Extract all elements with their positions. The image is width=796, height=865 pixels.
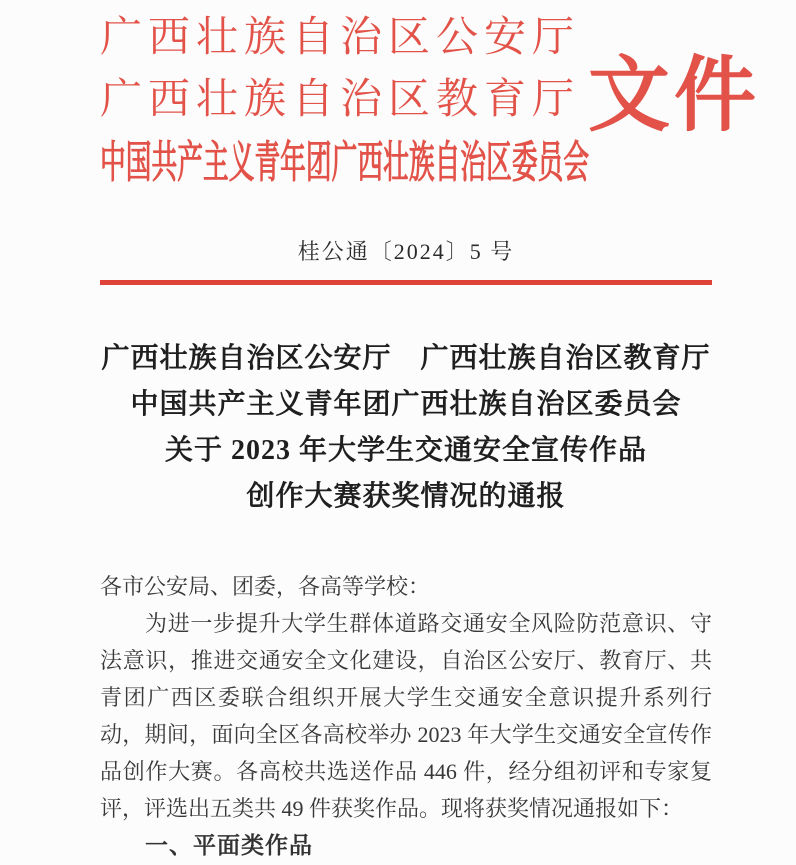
title-line-2: 中国共产主义青年团广西壮族自治区委员会 (130, 389, 682, 420)
title-line-3: 关于 2023 年大学生交通安全宣传作品 (164, 435, 647, 466)
red-divider-rule (100, 280, 712, 285)
salutation-line: 各市公安局、团委，各高等学校： (100, 574, 431, 599)
document-title (92, 336, 720, 520)
title-line-1: 广西壮族自治区公安厅 广西壮族自治区教育厅 (101, 343, 711, 374)
letterhead-org-line-1: 广西壮族自治区公安厅 (100, 15, 581, 61)
body-paragraph-1: 为进一步提升大学生群体道路交通安全风险防范意识、守法意识，推进交通安全文化建设，自治区公安厅、教育厅、共青团广西区委联合组织开展大学生交通安全意识提升系列行动，期间，面向全区各高校举办 2023 年大学生交通安全宣传作品创作大赛。各高校共选送作品 446 件，经分组初评和专家复评，评选出五类共 49 件获奖作品。现将获奖情况通报如下： (100, 611, 712, 821)
letterhead-doc-type-label: 文件 (588, 50, 761, 141)
letterhead-org-line-3: 中国共产主义青年团广西壮族自治区委员会 (100, 138, 590, 187)
document-body (100, 568, 712, 864)
section-1-heading: 一、平面类作品 (145, 832, 313, 858)
document-number: 桂公通〔2024〕5 号 (297, 239, 515, 264)
title-line-4: 创作大赛获奖情况的通报 (246, 481, 566, 512)
letterhead-org-line-2: 广西壮族自治区教育厅 (100, 77, 581, 123)
